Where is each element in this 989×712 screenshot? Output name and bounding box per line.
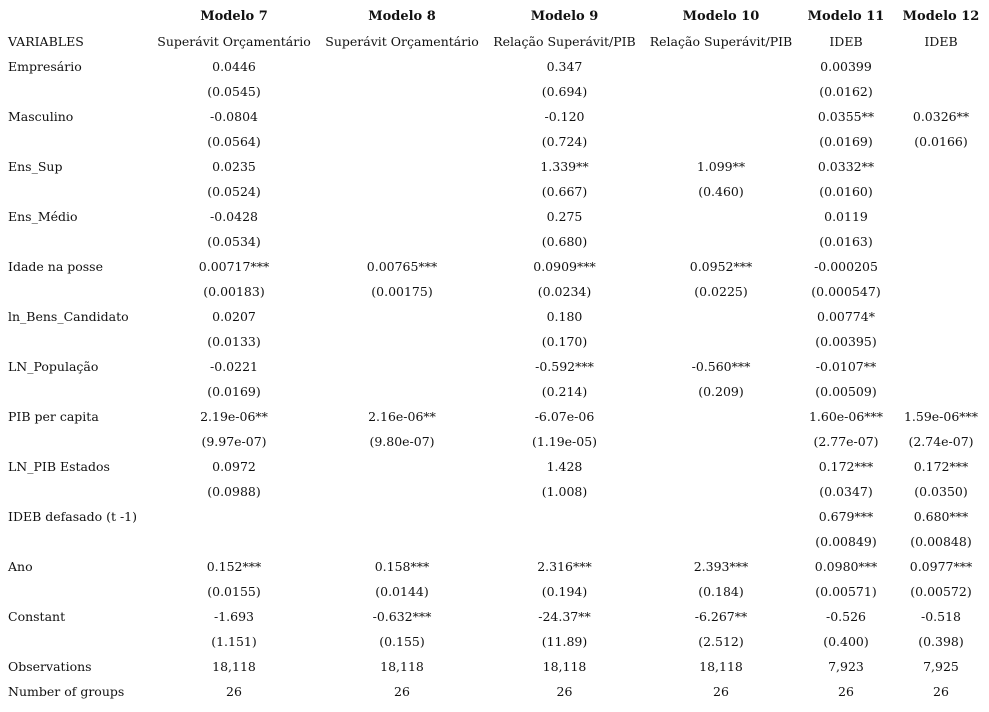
table-cell: 0.0972 <box>212 459 256 474</box>
table-cell: 1.60e-06*** <box>808 409 884 424</box>
table-cell: 26 <box>838 684 854 699</box>
table-cell <box>643 129 799 154</box>
table-cell: 7,925 <box>923 659 959 674</box>
table-cell: (0.460) <box>698 184 744 199</box>
table-cell <box>893 254 989 279</box>
table-cell: (0.00848) <box>910 534 972 549</box>
table-cell <box>318 454 486 479</box>
table-cell <box>643 304 799 329</box>
coefficient-row <box>2 654 989 679</box>
table-cell: -24.37** <box>538 609 591 624</box>
table-cell: 0.0355** <box>817 109 875 124</box>
table-cell: (0.694) <box>541 84 588 99</box>
dependent-variable: Relação Superávit/PIB <box>649 34 793 49</box>
standard-error-row <box>2 629 989 654</box>
standard-error-row <box>2 329 989 354</box>
table-cell: (0.000547) <box>811 284 881 299</box>
coefficient-row <box>2 454 989 479</box>
standard-error-row <box>2 579 989 604</box>
table-cell: 0.347 <box>546 59 583 74</box>
table-cell: (9.80e-07) <box>369 434 435 449</box>
coefficient-row <box>2 679 989 704</box>
coefficient-row <box>2 354 989 379</box>
coefficient-row <box>2 504 989 529</box>
table-cell: 1.099** <box>696 159 746 174</box>
table-cell: 0.0909*** <box>533 259 596 274</box>
table-cell: (0.00849) <box>815 534 877 549</box>
table-cell <box>318 129 486 154</box>
coefficient-row <box>2 404 989 429</box>
table-cell: (2.77e-07) <box>813 434 879 449</box>
table-cell: (0.0169) <box>207 384 261 399</box>
table-cell: (0.00183) <box>203 284 265 299</box>
model-header-row <box>2 4 989 29</box>
row-label: PIB per capita <box>8 409 99 424</box>
coefficient-row <box>2 304 989 329</box>
standard-error-row <box>2 129 989 154</box>
regression-table <box>2 4 989 704</box>
table-cell: 0.0980*** <box>814 559 878 574</box>
table-cell <box>893 229 989 254</box>
table-cell <box>643 104 799 129</box>
standard-error-row <box>2 479 989 504</box>
table-cell: 1.339** <box>540 159 589 174</box>
table-cell <box>893 179 989 204</box>
table-cell: -0.000205 <box>814 259 878 274</box>
table-body <box>2 54 989 704</box>
table-cell <box>643 329 799 354</box>
row-label: Ens_Sup <box>8 159 63 174</box>
table-cell: 18,118 <box>212 659 256 674</box>
table-cell: (0.400) <box>823 634 869 649</box>
table-cell <box>643 529 799 554</box>
table-cell: (0.00572) <box>910 584 972 599</box>
table-cell: -0.0804 <box>210 109 258 124</box>
table-cell: (0.0144) <box>375 584 429 599</box>
row-label: IDEB defasado (t -1) <box>8 509 138 524</box>
row-label: Masculino <box>8 109 74 124</box>
row-label <box>2 579 150 604</box>
table-cell <box>643 404 799 429</box>
dependent-variable-row <box>2 29 989 54</box>
row-label: Constant <box>8 609 66 624</box>
table-cell <box>318 204 486 229</box>
table-cell: (0.0534) <box>207 234 261 249</box>
table-cell: (0.00509) <box>815 384 877 399</box>
table-cell: 0.0446 <box>212 59 256 74</box>
table-cell: 26 <box>226 684 242 699</box>
table-cell <box>893 279 989 304</box>
dependent-variable: Relação Superávit/PIB <box>493 34 636 49</box>
table-cell: -0.518 <box>920 609 961 624</box>
model-header: Modelo 10 <box>682 9 760 24</box>
standard-error-row <box>2 529 989 554</box>
row-label: ln_Bens_Candidato <box>8 309 129 324</box>
table-cell: (1.19e-05) <box>531 434 598 449</box>
standard-error-row <box>2 279 989 304</box>
table-cell <box>150 504 318 529</box>
coefficient-row <box>2 104 989 129</box>
table-cell <box>150 529 318 554</box>
table-cell <box>893 354 989 379</box>
variables-label: VARIABLES <box>8 34 84 49</box>
table-cell: 0.00774* <box>817 309 875 324</box>
row-label: Idade na posse <box>8 259 103 274</box>
table-cell <box>318 179 486 204</box>
row-label: Ano <box>8 559 33 574</box>
table-cell: 1.59e-06*** <box>903 409 979 424</box>
table-cell <box>486 529 643 554</box>
table-cell: (2.512) <box>698 634 744 649</box>
table-cell <box>318 479 486 504</box>
table-cell: -6.07e-06 <box>534 409 595 424</box>
row-label <box>2 179 150 204</box>
table-cell <box>643 229 799 254</box>
table-cell: (0.0234) <box>537 284 592 299</box>
row-label: LN_PIB Estados <box>8 459 110 474</box>
model-header: Modelo 8 <box>368 9 436 24</box>
table-cell <box>318 104 486 129</box>
row-label <box>2 279 150 304</box>
table-cell: 0.00765*** <box>366 259 438 274</box>
table-cell: (0.0160) <box>819 184 873 199</box>
table-cell: 26 <box>933 684 949 699</box>
table-cell: (0.0347) <box>819 484 873 499</box>
table-cell: -1.693 <box>213 609 254 624</box>
standard-error-row <box>2 429 989 454</box>
model-header: Modelo 11 <box>807 9 885 24</box>
table-cell: (0.155) <box>379 634 425 649</box>
row-label <box>2 529 150 554</box>
table-cell <box>318 304 486 329</box>
table-cell <box>318 79 486 104</box>
table-cell: (0.0524) <box>207 184 261 199</box>
table-cell: (0.0169) <box>819 134 873 149</box>
row-label <box>2 79 150 104</box>
table-cell <box>318 504 486 529</box>
table-cell: (0.0988) <box>207 484 261 499</box>
table-cell <box>643 454 799 479</box>
row-label: Empresário <box>8 59 82 74</box>
table-cell: (0.209) <box>698 384 744 399</box>
table-cell: 18,118 <box>699 659 743 674</box>
row-label: Observations <box>8 659 92 674</box>
table-cell <box>643 79 799 104</box>
coefficient-row <box>2 204 989 229</box>
row-label <box>2 229 150 254</box>
table-cell: (0.00571) <box>815 584 877 599</box>
standard-error-row <box>2 379 989 404</box>
coefficient-row <box>2 604 989 629</box>
table-cell: 2.19e-06** <box>200 409 268 424</box>
row-label <box>2 479 150 504</box>
table-cell: (0.214) <box>541 384 588 399</box>
table-cell: -0.0428 <box>210 209 258 224</box>
table-cell <box>893 204 989 229</box>
table-cell <box>893 79 989 104</box>
row-label <box>2 129 150 154</box>
table-cell: (0.398) <box>918 634 964 649</box>
table-cell: 0.0332** <box>817 159 875 174</box>
table-cell: (0.0163) <box>819 234 873 249</box>
table-cell: 1.428 <box>546 459 583 474</box>
dependent-variable: IDEB <box>829 34 863 49</box>
table-cell: (0.170) <box>541 334 588 349</box>
table-cell <box>318 379 486 404</box>
table-cell <box>318 229 486 254</box>
table-cell: -0.560*** <box>691 359 751 374</box>
table-cell <box>318 329 486 354</box>
row-label: LN_População <box>8 359 99 374</box>
table-cell: (0.0545) <box>207 84 261 99</box>
table-cell: (0.00395) <box>815 334 877 349</box>
table-cell: 26 <box>713 684 729 699</box>
table-cell: 26 <box>394 684 410 699</box>
row-label <box>2 329 150 354</box>
table-cell <box>893 54 989 79</box>
row-label <box>2 429 150 454</box>
table-cell: -0.632*** <box>372 609 432 624</box>
table-cell <box>643 204 799 229</box>
dependent-variable: IDEB <box>924 34 958 49</box>
table-cell: 0.0119 <box>824 209 868 224</box>
table-cell: 0.180 <box>546 309 583 324</box>
table-cell: (0.00175) <box>371 284 433 299</box>
table-cell: 26 <box>556 684 573 699</box>
table-cell: -0.592*** <box>535 359 594 374</box>
table-cell: (0.0166) <box>914 134 968 149</box>
table-cell <box>318 354 486 379</box>
row-label <box>2 629 150 654</box>
table-cell: 0.680*** <box>913 509 969 524</box>
table-cell <box>486 504 643 529</box>
coefficient-row <box>2 54 989 79</box>
table-cell: (0.667) <box>541 184 588 199</box>
model-header: Modelo 7 <box>200 9 268 24</box>
table-cell: (0.0564) <box>207 134 261 149</box>
row-label <box>2 379 150 404</box>
table-cell: (11.89) <box>541 634 588 649</box>
table-cell: 0.0952*** <box>689 259 753 274</box>
table-cell: 18,118 <box>380 659 424 674</box>
table-cell <box>318 529 486 554</box>
table-cell: 0.0235 <box>212 159 256 174</box>
dependent-variable: Superávit Orçamentário <box>325 34 479 49</box>
table-cell <box>643 54 799 79</box>
corner-cell <box>2 4 150 29</box>
table-cell: 2.316*** <box>537 559 592 574</box>
table-cell <box>893 304 989 329</box>
table-cell: (1.008) <box>541 484 588 499</box>
standard-error-row <box>2 79 989 104</box>
table-cell <box>318 154 486 179</box>
table-cell: 0.00717*** <box>198 259 270 274</box>
table-cell: 0.0207 <box>212 309 256 324</box>
table-cell: (0.680) <box>541 234 588 249</box>
table-cell: -0.526 <box>825 609 866 624</box>
coefficient-row <box>2 554 989 579</box>
table-cell <box>318 54 486 79</box>
table-cell: (2.74e-07) <box>908 434 974 449</box>
table-cell: (0.0155) <box>207 584 261 599</box>
table-cell: (1.151) <box>211 634 257 649</box>
table-cell: (0.194) <box>541 584 588 599</box>
table-cell: 7,923 <box>828 659 864 674</box>
table-cell: -0.0107** <box>815 359 877 374</box>
table-cell: 0.158*** <box>374 559 430 574</box>
table-cell: 0.275 <box>546 209 583 224</box>
row-label: Number of groups <box>8 684 125 699</box>
table-cell: 0.0977*** <box>909 559 973 574</box>
model-header: Modelo 9 <box>530 9 599 24</box>
table-cell: -0.120 <box>544 109 585 124</box>
table-cell: 18,118 <box>542 659 587 674</box>
table-cell: 0.172*** <box>818 459 874 474</box>
table-cell: 0.172*** <box>913 459 969 474</box>
table-cell <box>893 379 989 404</box>
table-cell <box>643 429 799 454</box>
table-cell: (0.184) <box>698 584 744 599</box>
table-cell: (9.97e-07) <box>201 434 267 449</box>
table-cell <box>643 504 799 529</box>
table-cell: 2.393*** <box>693 559 749 574</box>
table-cell: -6.267** <box>694 609 748 624</box>
table-cell: (0.724) <box>541 134 588 149</box>
table-cell: 0.152*** <box>206 559 262 574</box>
dependent-variable: Superávit Orçamentário <box>157 34 311 49</box>
table-cell: (0.0133) <box>207 334 261 349</box>
table-cell: (0.0350) <box>914 484 968 499</box>
standard-error-row <box>2 229 989 254</box>
model-header: Modelo 12 <box>902 9 980 24</box>
table-cell <box>893 154 989 179</box>
table-cell <box>643 479 799 504</box>
table-cell: (0.0225) <box>694 284 748 299</box>
table-cell: 0.679*** <box>818 509 874 524</box>
coefficient-row <box>2 154 989 179</box>
table-cell: 0.00399 <box>820 59 872 74</box>
table-cell: 2.16e-06** <box>368 409 436 424</box>
table-cell <box>893 329 989 354</box>
table-cell: (0.0162) <box>819 84 873 99</box>
row-label: Ens_Médio <box>8 209 78 224</box>
standard-error-row <box>2 179 989 204</box>
table-cell: 0.0326** <box>912 109 970 124</box>
table-cell: -0.0221 <box>210 359 258 374</box>
coefficient-row <box>2 254 989 279</box>
